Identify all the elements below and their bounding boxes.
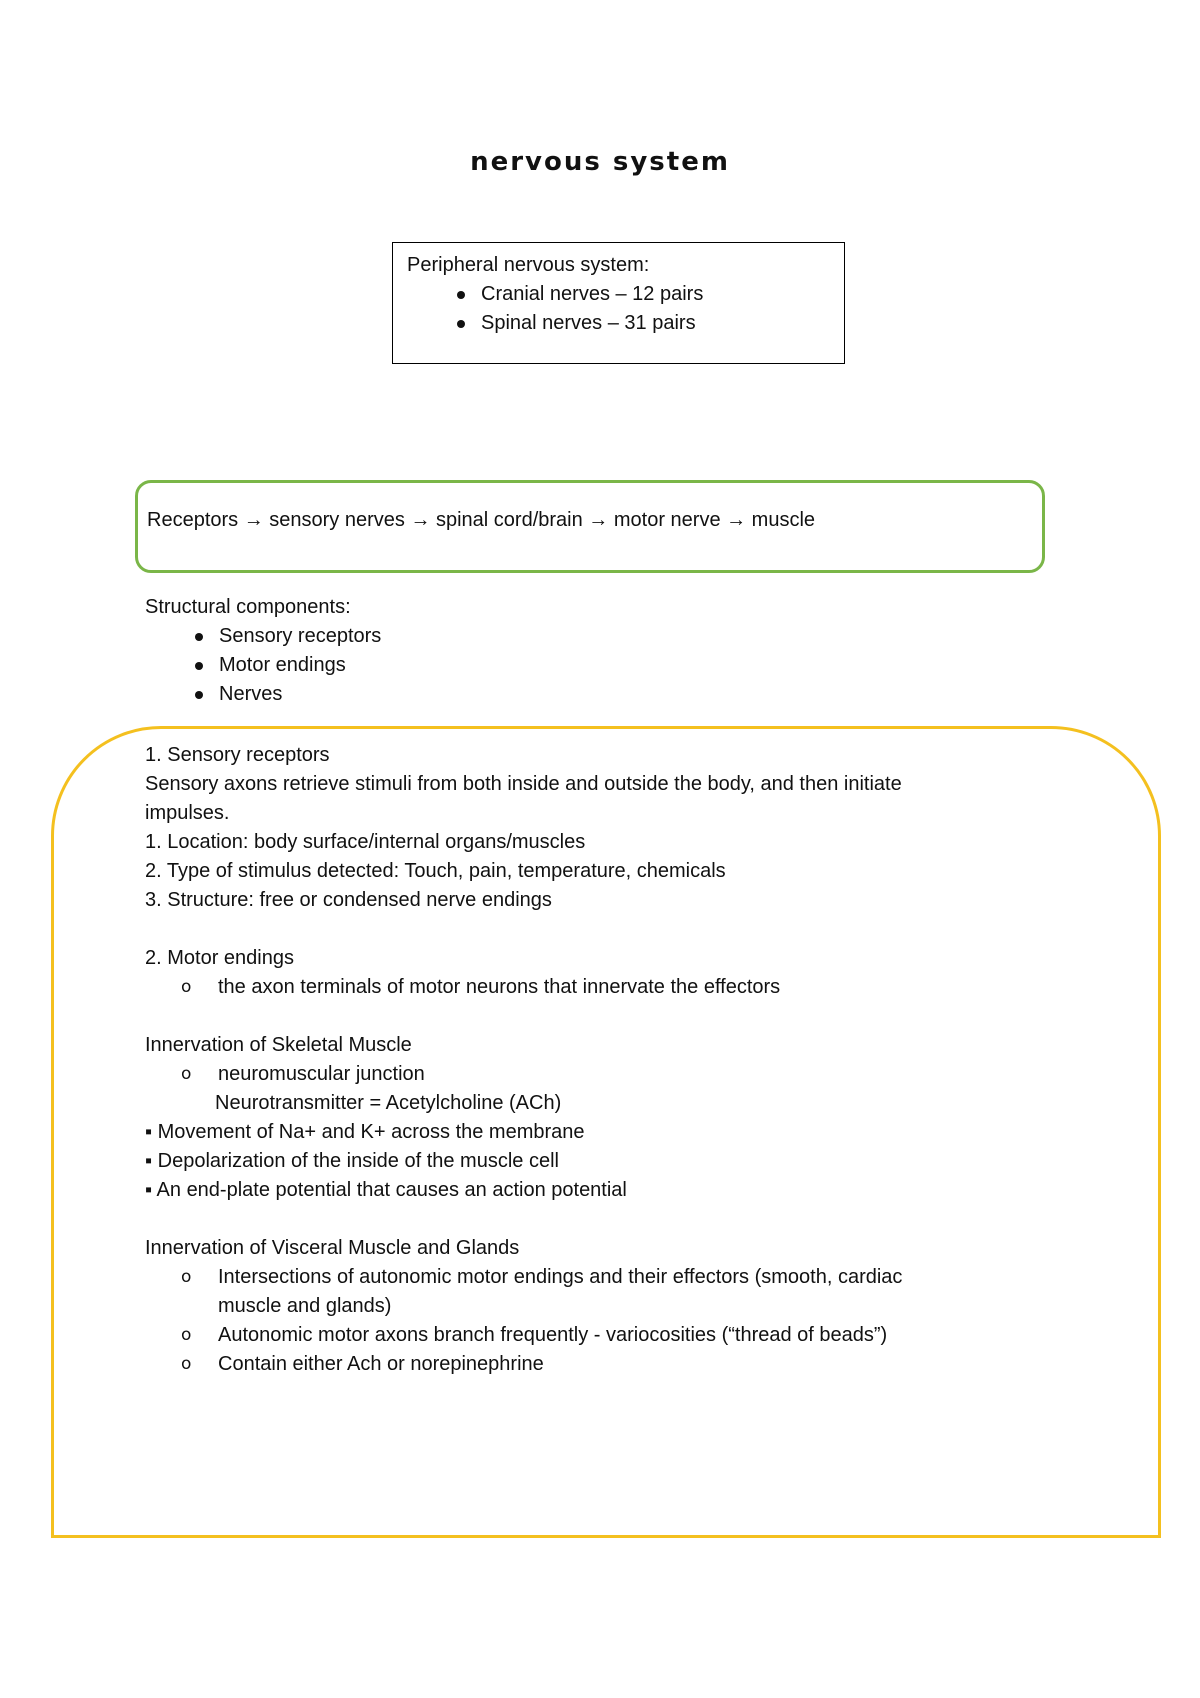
sub-bullet-icon: o [181, 1064, 192, 1084]
skeletal-junction: neuromuscular junction [218, 1063, 425, 1085]
bullet-icon [195, 633, 203, 641]
list-item [145, 973, 902, 1002]
visceral-item1-line2: muscle and glands) [218, 1295, 392, 1317]
bullet-icon [457, 320, 465, 328]
pns-item-cranial: Cranial nerves – 12 pairs [481, 283, 704, 305]
pns-heading: Peripheral nervous system: [407, 254, 650, 276]
page-title: nervous system [470, 147, 730, 177]
skeletal-heading: Innervation of Skeletal Muscle [145, 1034, 412, 1056]
pns-item-spinal: Spinal nerves – 31 pairs [481, 312, 696, 334]
pathway-text: Receptors → sensory nerves → spinal cord/brain → motor nerve → muscle [147, 509, 816, 531]
motor-item: the axon terminals of motor neurons that innervate the effectors [218, 976, 781, 998]
structural-components [145, 593, 381, 709]
skeletal-point-movement: ▪ Movement of Na+ and K+ across the membrane [145, 1121, 585, 1143]
sensory-heading: 1. Sensory receptors [145, 744, 330, 766]
bullet-icon [457, 291, 465, 299]
list-item [145, 1060, 902, 1089]
sensory-point-structure: 3. Structure: free or condensed nerve endings [145, 889, 552, 911]
list-item [407, 280, 703, 309]
sensory-desc-line1: Sensory axons retrieve stimuli from both inside and outside the body, and then initiate [145, 773, 902, 795]
pathway-box [135, 480, 1045, 573]
sub-bullet-icon: o [181, 1354, 192, 1374]
bullet-icon [195, 662, 203, 670]
sub-bullet-icon: o [181, 1325, 192, 1345]
visceral-item2: Autonomic motor axons branch frequently - variocosities (“thread of beads”) [218, 1324, 888, 1346]
list-item [145, 1350, 902, 1379]
skeletal-point-endplate: ▪ An end-plate potential that causes an action potential [145, 1179, 627, 1201]
peripheral-nervous-system-box [392, 242, 845, 364]
list-item [145, 680, 381, 709]
spacer [145, 1002, 902, 1031]
details-content [145, 741, 902, 1379]
visceral-item1-line1: Intersections of autonomic motor endings and their effectors (smooth, cardiac [218, 1266, 903, 1288]
list-item [145, 651, 381, 680]
skeletal-neurotransmitter: Neurotransmitter = Acetylcholine (ACh) [215, 1092, 562, 1114]
sensory-point-stimulus: 2. Type of stimulus detected: Touch, pain, temperature, chemicals [145, 860, 726, 882]
structural-item-sensory: Sensory receptors [219, 625, 382, 647]
list-item [145, 1263, 902, 1292]
pns-content [407, 251, 703, 338]
sensory-desc-line2: impulses. [145, 802, 230, 824]
structural-item-motor: Motor endings [219, 654, 346, 676]
sensory-point-location: 1. Location: body surface/internal organs/muscles [145, 831, 586, 853]
structural-item-nerves: Nerves [219, 683, 283, 705]
sub-bullet-icon: o [181, 1267, 192, 1287]
spacer [145, 915, 902, 944]
bullet-icon [195, 691, 203, 699]
sub-bullet-icon: o [181, 977, 192, 997]
structural-heading: Structural components: [145, 596, 351, 618]
spacer [145, 1205, 902, 1234]
motor-heading: 2. Motor endings [145, 947, 294, 969]
visceral-item3: Contain either Ach or norepinephrine [218, 1353, 544, 1375]
visceral-heading: Innervation of Visceral Muscle and Glands [145, 1237, 520, 1259]
skeletal-point-depolarization: ▪ Depolarization of the inside of the muscle cell [145, 1150, 559, 1172]
list-item [145, 1321, 902, 1350]
list-item [145, 622, 381, 651]
list-item [407, 309, 703, 338]
